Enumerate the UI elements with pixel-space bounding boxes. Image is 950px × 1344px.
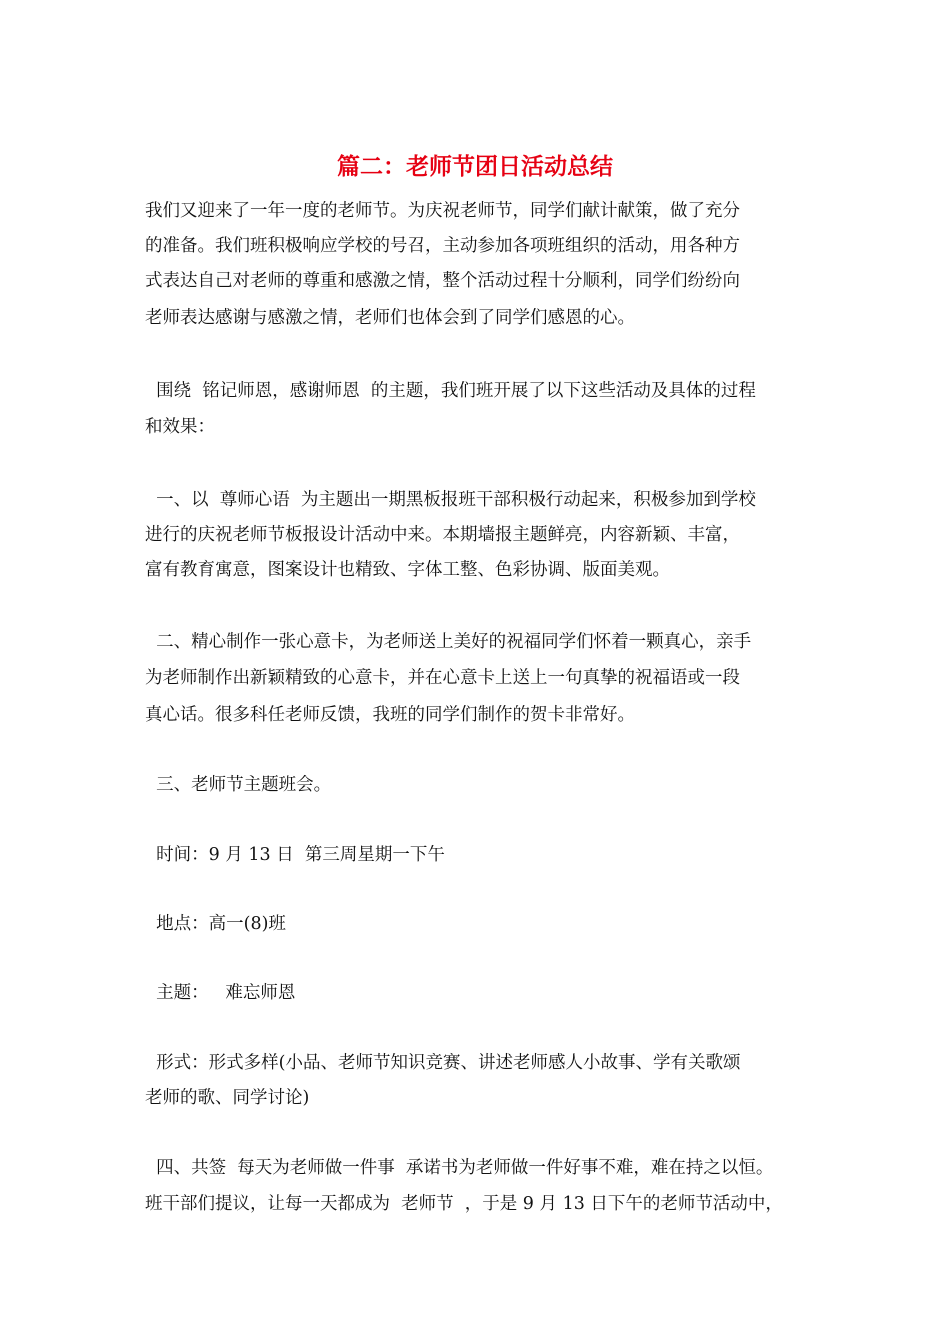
document-title: 篇二：老师节团日活动总结: [337, 153, 613, 180]
paragraph-line: 围绕 铭记师恩，感谢师恩 的主题，我们班开展了以下这些活动及具体的过程: [145, 381, 756, 401]
paragraph-line: 二、精心制作一张心意卡，为老师送上美好的祝福同学们怀着一颗真心，亲手: [145, 632, 752, 652]
paragraph-line: 和效果：: [145, 417, 215, 437]
paragraph-line: 四、共签 每天为老师做一件事 承诺书为老师做一件好事不难，难在持之以恒。: [145, 1158, 774, 1178]
paragraph-line: 我们又迎来了一年一度的老师节。为庆祝老师节，同学们献计献策，做了充分: [145, 201, 740, 221]
paragraph-line: 为老师制作出新颖精致的心意卡，并在心意卡上送上一句真挚的祝福语或一段: [145, 668, 740, 688]
paragraph-line: 主题： 难忘师恩: [145, 983, 296, 1003]
paragraph-line: 富有教育寓意，图案设计也精致、字体工整、色彩协调、版面美观。: [145, 560, 670, 580]
paragraph-line: 三、老师节主题班会。: [145, 775, 332, 795]
paragraph-line: 的准备。我们班积极响应学校的号召，主动参加各项班组织的活动，用各种方: [145, 236, 740, 256]
paragraph-line: 一、以 尊师心语 为主题出一期黑板报班干部积极行动起来，积极参加到学校: [145, 490, 756, 510]
paragraph-line: 真心话。很多科任老师反馈，我班的同学们制作的贺卡非常好。: [145, 705, 635, 725]
paragraph-line: 地点：高一(8)班: [145, 914, 286, 934]
paragraph-line: 老师的歌、同学讨论): [145, 1088, 310, 1108]
paragraph-line: 进行的庆祝老师节板报设计活动中来。本期墙报主题鲜亮，内容新颖、丰富，: [145, 525, 740, 545]
paragraph-line: 时间：9 月 13 日 第三周星期一下午: [145, 845, 445, 865]
paragraph-line: 班干部们提议，让每一天都成为 老师节 ，于是 9 月 13 日下午的老师节活动中，: [145, 1194, 783, 1214]
paragraph-line: 老师表达感谢与感激之情，老师们也体会到了同学们感恩的心。: [145, 308, 635, 328]
paragraph-line: 式表达自己对老师的尊重和感激之情，整个活动过程十分顺利，同学们纷纷向: [145, 271, 740, 291]
paragraph-line: 形式：形式多样(小品、老师节知识竞赛、讲述老师感人小故事、学有关歌颂: [145, 1053, 741, 1073]
